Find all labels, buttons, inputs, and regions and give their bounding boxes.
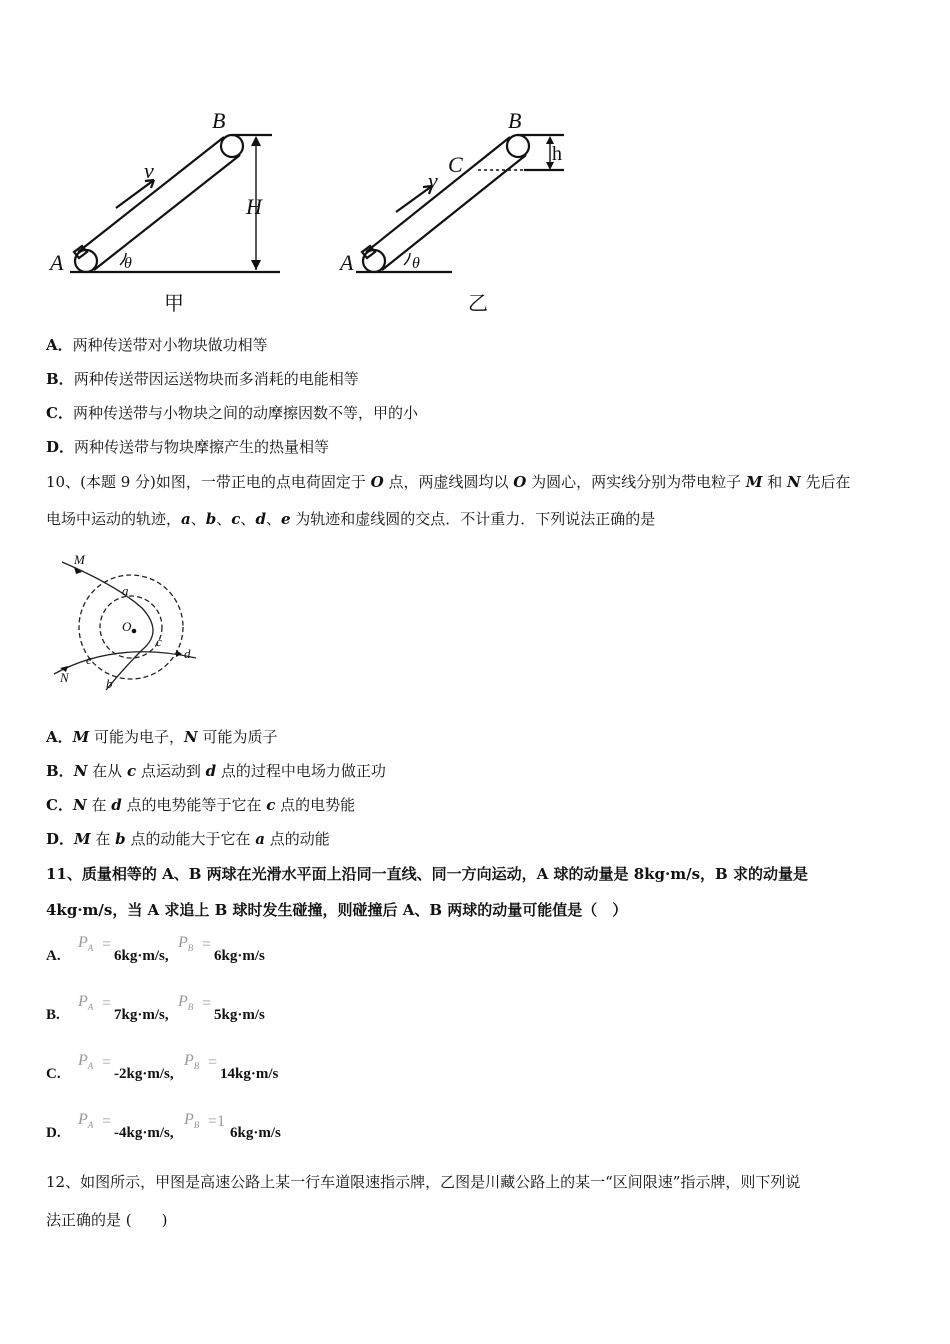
label-A-right: A <box>340 250 354 275</box>
fig-label-N: N <box>60 670 69 685</box>
fig-label-e: e <box>86 652 92 667</box>
q9-option-a: A．两种传送带对小物块做功相等 <box>46 336 268 354</box>
label-H: H <box>246 194 262 219</box>
caption-yi: 乙 <box>468 291 488 315</box>
label-h: h <box>552 143 562 165</box>
q9-option-c: C．两种传送带与小物块之间的动摩擦因数不等，甲的小 <box>46 404 418 422</box>
label-B-right: B <box>508 108 522 133</box>
label-theta-left: θ <box>124 255 132 272</box>
label-C-right: C <box>448 152 463 177</box>
q12-stem-line1: 12、如图所示，甲图是高速公路上某一行车道限速指示牌，乙图是川藏公路上的某一“区间限速”指示牌，则下列说 <box>46 1173 801 1191</box>
label-B-left: B <box>212 108 226 133</box>
q10-option-b: B．N 在从 c 点运动到 d 点的过程中电场力做正功 <box>46 762 386 780</box>
q11-stem-line2: 4kg·m/s，当 A 求追上 B 球时发生碰撞，则碰撞后 A、B 两球的动量可能值是（ ） <box>46 901 628 919</box>
q9-option-b: B．两种传送带因运送物块而多消耗的电能相等 <box>46 370 359 388</box>
q10-stem-line2: 电场中运动的轨迹，a、b、c、d、e 为轨迹和虚线圆的交点．不计重力．下列说法正确的是 <box>46 510 656 528</box>
q9-option-d: D．两种传送带与物块摩擦产生的热量相等 <box>46 438 330 456</box>
fig-label-b: b <box>106 676 113 691</box>
q10-stem-line1: 10、(本题 9 分)如图，一带正电的点电荷固定于 O 点，两虚线圆均以 O 为圆心，两实线分别为带电粒子 M 和 N 先后在 <box>46 473 851 491</box>
label-A-left: A <box>50 250 64 275</box>
label-theta-right: θ <box>412 255 420 272</box>
q10-option-d: D．M 在 b 点的动能大于它在 a 点的动能 <box>46 830 330 848</box>
q12-stem-line2: 法正确的是 ( ) <box>46 1211 168 1229</box>
q10-option-c: C．N 在 d 点的电势能等于它在 c 点的电势能 <box>46 796 356 814</box>
fig-label-d: d <box>184 646 191 661</box>
fig-label-O: O <box>122 619 132 634</box>
fig-label-M: M <box>74 552 85 567</box>
q11-stem-line1: 11、质量相等的 A、B 两球在光滑水平面上沿同一直线、同一方向运动，A 球的动量是 8kg·m/s，B 求的动量是 <box>46 865 808 883</box>
label-v-right: v <box>428 168 438 193</box>
fig-label-a: a <box>122 583 129 598</box>
caption-jia: 甲 <box>164 291 184 315</box>
field-trajectory-figure <box>46 550 216 700</box>
fig-label-c: c <box>156 634 162 649</box>
conveyor-figure <box>40 100 600 325</box>
q10-option-a: A．M 可能为电子，N 可能为质子 <box>46 728 278 746</box>
label-v-left: v <box>144 158 154 183</box>
